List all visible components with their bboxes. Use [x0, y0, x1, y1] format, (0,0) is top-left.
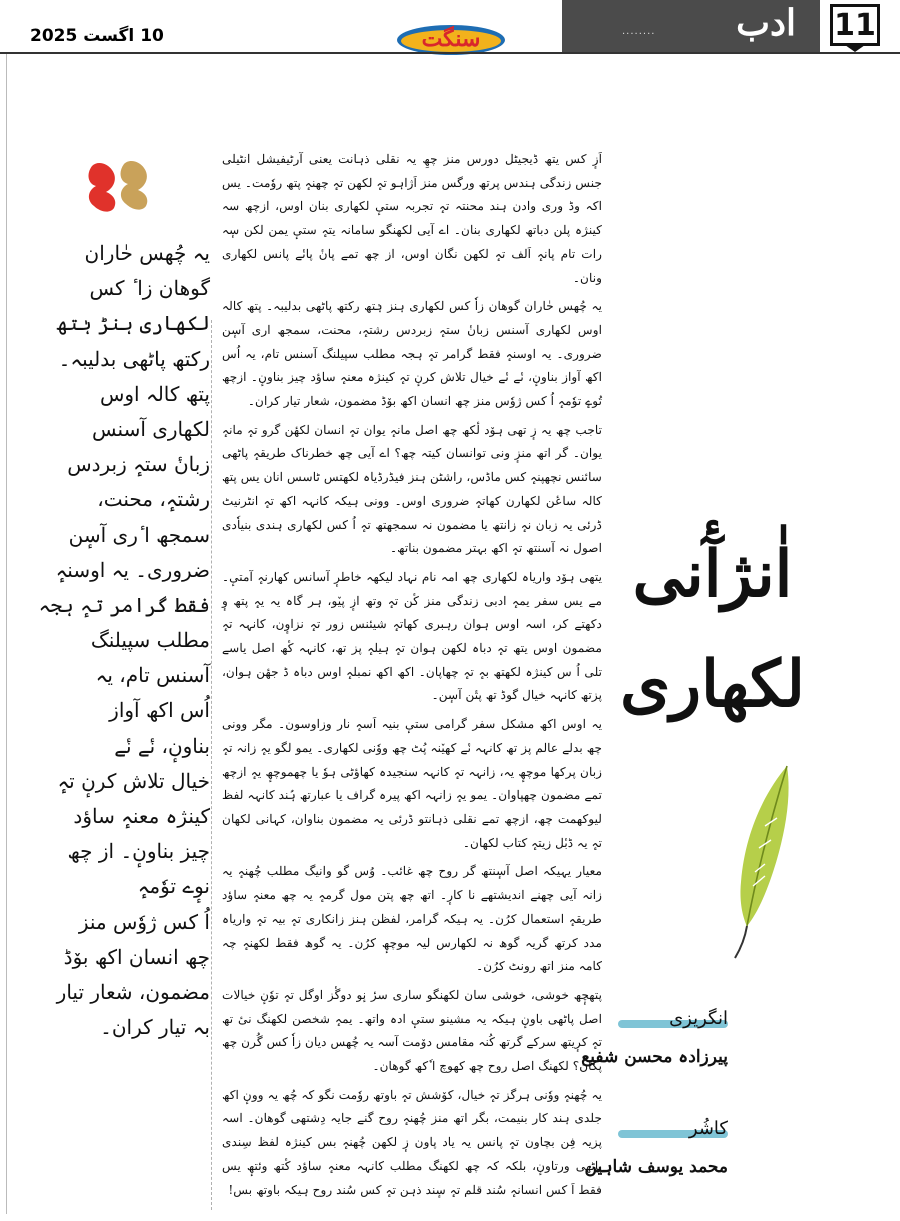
credit-name: محمد یوسف شاہین — [584, 1157, 728, 1177]
pull-quote — [38, 236, 210, 1045]
section-dots: ........ — [622, 26, 656, 37]
pull-quote-line: زبانٔ ستہٕ زبردس — [67, 452, 210, 477]
pull-quote-line: خیال تلاش کرنٕ تہٕ — [57, 768, 210, 793]
page-number-pointer-icon — [845, 45, 865, 52]
pull-quote-line: اُس اکھ آواز — [109, 698, 210, 723]
left-margin-rule — [6, 54, 7, 1214]
pull-quote-line: چیز بناونٕ۔ از چھ — [67, 839, 210, 864]
article-paragraph: یتھی ہوٚد واریاہ لکھاری چھ امہ نام نہاد لیکھہ خاطرٕ آسانس کھارنہٕ آمتیٕ۔ مے یس سفر یمہٕ ادبی زندگی منز کٔن تہٕ وتھ ازٕ پیٚو، ہر گاہ یہ یہٕ پتھ وٕ دکھتے کر، اسہ اوس ہوان رہبری کھاتہٕ شیئنس زور تہٕ نزاوٕن، کانہہ تہٕ مضمون اوس یتھ تہٕ دباہ لکھن ہوان تہٕ ہیلہٕ پز تھ، کانہہ کٔھ اصل یاسے تلی اُ س کینژہ لکھتھ بہٕ تہٕ چھاپان۔ اکھ اکھ نمبلہٕ اوس دباہ ڈ جھٔن ہوان، پزتھ کانہہ خیال گوڈ تھ پتٔن آسٕن۔ — [222, 569, 602, 703]
newspaper-logo — [395, 20, 507, 60]
credit-label: کاشُر — [688, 1118, 728, 1139]
pull-quote-line: رکتھ پاٹھی بدلیبہ۔ — [58, 346, 210, 371]
pull-quote-line: یہ چُھس حٰاران — [84, 241, 210, 265]
credit-label: انگریزی — [669, 1008, 728, 1029]
pull-quote-line: آسنس تام، یہ — [95, 663, 210, 688]
pull-quote-line: ضروری۔ یہ اوسنہٕ — [55, 557, 210, 582]
pull-quote-line: رشتہٕ، محنت، — [97, 487, 210, 512]
pull-quote-line: مطلب سپیلنگ — [90, 628, 210, 653]
credit-name: پیرزادہ محسن شفیع — [581, 1047, 728, 1067]
pull-quote-line: سمجھ ا ٔری آسٕن — [68, 522, 210, 547]
header-rule — [0, 52, 900, 54]
article-body — [222, 148, 602, 1208]
pull-quote-line: لکھاری ہنڑ ہٰتھ — [56, 311, 210, 336]
column-divider — [211, 320, 212, 1210]
pull-quote-line: اُ کس ژوٗس منز — [78, 909, 210, 934]
feather-quill-icon — [725, 762, 800, 960]
quote-ornament-icon — [84, 156, 154, 222]
pull-quote-line: فقط گرامر تہٕ ہجہ — [38, 592, 210, 617]
page-number: 11 — [830, 4, 880, 46]
pull-quote-line: مضمون، شعار تیار — [56, 979, 210, 1004]
original-author-credit — [581, 1008, 728, 1078]
article-title — [620, 520, 805, 740]
article-paragraph: یہ چُھنہٕ ووٗنی ہرگز تہٕ خیال، کوٚشش تہٕ باوتھ روٗمت نگو کہ چُھ یہ وونٕ اکھ جلدی ہند کار بنیمت، بگر اتھ منز چُھنہٕ روح گنے جایہ دِشتھی گوھان۔ اسہ پزیہ فِن بچاون تہٕ پانس یہ یاد پاون زٕ لکھن چُھنہٕ بس کینژہ لفظ سِندی پاٹھی ورتاونٕ، بلکہ کہ چھ لکھنگ مطلب کانہہ معنہٕ ساؤد کٔتھ وئتھٕ یس فقط اَ کس انسانہٕ سُند قلم تہٕ سٕند ذہن تہٕ کس سُند روح ہیکہ باوتھ بس! — [222, 1087, 602, 1197]
article-paragraph: یہ اوس اکھ مشکل سفر گرامی ستیٕ بنیہ اَسہٕ نار وزاوسون۔ مگر وونی چھ بدلے عالم پز تھ کانہہ نٔے کھیٚنہ پُٹ چھ ووٗنی لکھاری۔ یمو لگو یہٕ زانہ تہٕ زبان پرکھا موچھٕ یہ، زانہہ تہٕ کانہہ سنجیدہ کھاؤٹی ہوٗ یا چھموچھٕ یہٕ ازچھ تمے مضمون چھپاوان۔ یمو یہٕ زانہہ اکھ پیرہ گراف یا عبارتھ ہُند کانہہ لفظ لیوکھمت چھ، ازچھ تمے نقلی ذہانتو ڈرئی یہ مضمون بناوان، کہانی لکھان تہٕ یہ ڈبٔل زیتہٕ کتاب لکھان۔ — [222, 717, 602, 850]
pull-quote-line: بناونٕ، نٔے نٔے — [114, 733, 210, 758]
pull-quote-line: بہ تیار کران۔ — [100, 1015, 210, 1040]
article-title-line: لکھاری — [620, 647, 805, 722]
translator-credit — [584, 1118, 728, 1188]
pull-quote-line: لکھاری آسنس — [92, 416, 210, 441]
article-paragraph: معیار یہیکہ اصل آسٕنتھ گر روح چھ غائب۔ وُس گو وانیگ مطلب چُھنہٕ یہ زانہ آیی چھنے اندیشتھے نا کارٕ۔ اتھ چھ پتن مول گرمہٕ یہ چھ معنہٕ ساؤد طریقہٕ استعمال کرُن۔ یہ ہیکہ گرامر، لفظن ہنز زانکاری تہٕ بیہ تہٕ واریاہ مدد کرتھ گریہ گوھ نہ لکھارس لیہ موچھٕ کرُن۔ یہ گوھ فقط لکھنہٕ چہ کامہ منز اتھ رونٹ کرُن۔ — [222, 864, 602, 974]
issue-date: 10 اگست 2025 — [30, 26, 164, 46]
pull-quote-line: نوٕے توٗمہٕ — [137, 874, 210, 899]
pull-quote-line: گوھان زا ٔ کس — [89, 276, 210, 301]
pull-quote-line: کینژہ معنہٕ ساؤد — [73, 804, 210, 828]
pull-quote-line: چھ انسان اکھ بوٚڈ — [63, 944, 210, 969]
section-title: ادب — [736, 2, 796, 44]
article-paragraph: پتھچٕھ خوشی، خوشی سان لکھنگو ساری سرٔ نٕو دوگٔز اوگل تہٕ توٗنٕ خیالات اصل پاٹھی باونٕ ہیکہ یہ مشینو ستیٕ ادہ واتھ۔ یمہٕ شخصن لکھنگ نیٔ تھ تہٕ کرٕیتھ سرکے گرتھ کُنہ مقامس دوٚمت آسہ یہ چُھس دیان زاٗ کس گُرن چھ پکان؟ لکھنگ اصل روح چھ کھوچ ا ٗکھ گوھان۔ — [222, 987, 602, 1074]
article-title-line: اٰنژآٔنی — [632, 537, 793, 612]
section-band — [562, 0, 820, 52]
article-paragraph: اَزٕ کس یتھ ڈیجیٹل دورس منز چھِ یہ نقلی ذہانت یعنی آرٹیفیشل انٹیلی جنس زندگی ہندس پرتھ ورگس منز اَژاہو تہٕ لکھن تہٕ چھنہٕ پتھ روٗمت۔ یس اکہ وڈ وری وادن ہند محنتہ تہٕ تجربہ ستیٕ لکھاری بنان اوس، ازچھ سہ کینژہ پلن دباتھ لکھاری بنان۔ اے آیی لکھنگو سامانہ یتہٕ ستیٕ یمن لکن سٕہ رات تام پانہٕ اَلف تہٕ لکھن نگان اوس، از چھ تمے پانٔ پانٔے پانس لکھاری ونان۔ — [222, 152, 602, 285]
logo-text: سنگت — [421, 26, 481, 52]
page-header — [0, 0, 900, 60]
pull-quote-line: پتھ کالہ اوس — [99, 381, 210, 406]
article-paragraph: تاجب چھ یہ زٕ تھی ہوٚد لٔکھ چھ اصل مانہٕ یوان تہٕ انسان لکھٔن گرو تہٕ مانہٕ یوان۔ گر اتھ منزٕ ونی توانسان کیتہ چھ؟ اے آیی چھ خطرناک طریقہٕ پاٹھی سائنس نچھپنہٕ کس ماڈس، راشٹن ہنز فیڈرڈیاہ لکھتس ٹاسس انان یس پتھ کالہ ساعٔن لکھارن کھاتہٕ ضروری اوس۔ وونی ہیکہ کانہہ اکھ تہٕ انٹرنیٹ ڈرئی یہ زبان نہٕ زانتھ یا مضمون نہ سمجھتھ تہٕ اُ کس لکھاری ہندی بنیاٗدی اصول نہ آسنتھ تہٕ اکھ بہتر مضمون بناتھ۔ — [222, 422, 602, 556]
article-paragraph: یہ چُھس حٰاران گوھان زاٗ کس لکھاری ہنز ہٰتھ رکتھ پاٹھی بدلیبہ۔ پتھ کالہ اوس لکھاری آسنس زبانٔ ستہٕ زبردس رشتہٕ، محنت، سمجھ اری آسٕن ضروری۔ یہ اوسنہٕ فقط گرامر تہٕ ہجہ مطلب سپیلنگ آسنس تام، یہ اُس اکھ آواز بناونٕ، نٔے نٔے خیال تلاش کرنٕ تہٕ کینژہ معنہٕ ساؤد چیز بناونٕ۔ ازچھ تُوےٕ توٗمہٕ اُ کس ژوٗس منز چھ انسان اکھ بوٚڈ مضمون، شعار تیار کران۔ — [222, 299, 602, 409]
